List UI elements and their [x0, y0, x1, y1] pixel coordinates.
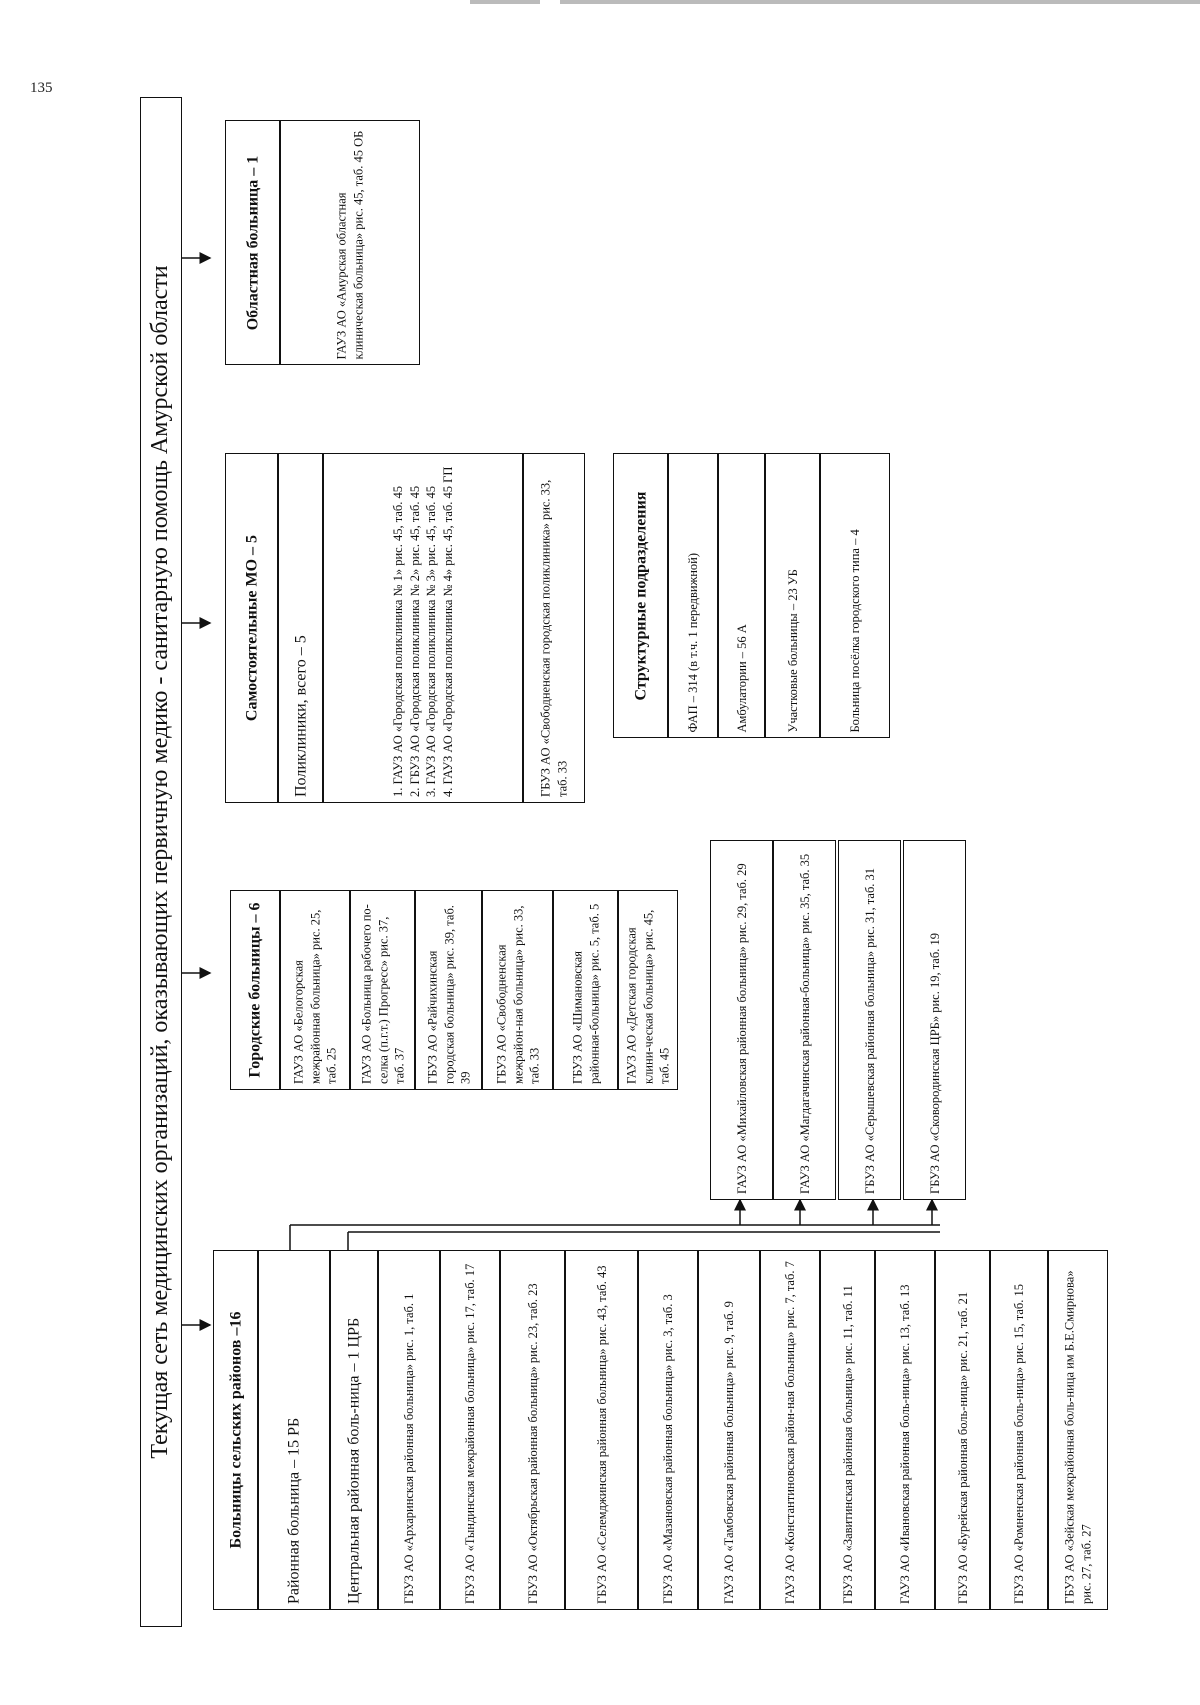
branch-box [710, 840, 773, 1200]
independent-item-text: 1. ГАУЗ АО «Городская поликлиника № 1» рис. 45, таб. 45 2. ГБУЗ АО «Городская поликлиника № 2» рис. 45, таб. 45 3. ГАУЗ АО «Городская поликлиника № 3» рис. 45, таб. 45 4. ГАУЗ АО «Городская поликлиника № 4» рис. 45, таб. 45 ГП [391, 466, 455, 797]
rural-item [378, 1250, 440, 1610]
structural-header-text: Структурные подразделения [631, 491, 649, 700]
rural-item-text: ГБУЗ АО «Зейская межрайонная боль-ница им Б.Е.Смирнова» рис. 27, таб. 27 [1062, 1270, 1093, 1604]
city-item [482, 890, 553, 1090]
rural-item [875, 1250, 935, 1610]
rural-item-text: ГБУЗ АО «Бурейская районная боль-ница» рис. 21, таб. 21 [955, 1291, 970, 1604]
rural-item-text: ГБУЗ АО «Архаринская районная больница» рис. 1, таб. 1 [401, 1293, 416, 1604]
rural-item [820, 1250, 875, 1610]
rural-item-text: ГБУЗ АО «Октябрьская районная больница» рис. 23, таб. 23 [525, 1283, 540, 1604]
rural-item [258, 1250, 330, 1610]
rural-item-text: ГБУЗ АО «Тындинская межрайонная больница» рис. 17, таб. 17 [462, 1263, 477, 1604]
branch-box-text: ГАУЗ АО «Магдагачинская районная-больница» рис. 35, таб. 35 [797, 853, 812, 1194]
rural-header [213, 1250, 258, 1610]
independent-item-text: Поликлиники, всего – 5 [291, 635, 309, 797]
rural-item-text: ГБУЗ АО «Ромненская районная боль-ница» рис. 15, таб. 15 [1011, 1283, 1026, 1604]
city-header-text: Городские больницы – 6 [246, 902, 264, 1078]
rural-item [330, 1250, 378, 1610]
structural-item [718, 453, 765, 738]
structural-item [820, 453, 890, 738]
city-header [230, 890, 280, 1090]
rural-item [500, 1250, 565, 1610]
city-item-text: ГБУЗ АО «Шимановская районная-больница» рис. 5, таб. 5 [570, 903, 601, 1084]
rural-item [1048, 1250, 1108, 1610]
branch-box [773, 840, 836, 1200]
rural-item [990, 1250, 1048, 1610]
city-item-text: ГАУЗ АО «Больница рабочего по-селка (п.г.т.) Прогресс» рис. 37, таб. 37 [358, 904, 406, 1084]
structural-item-text: ФАП – 314 (в т.ч. 1 передвижной) [685, 552, 700, 732]
regional-header-text: Областная больница – 1 [243, 155, 261, 330]
structural-item [765, 453, 820, 738]
independent-item-text: ГБУЗ АО «Свободненская городская поликлиника» рис. 33, таб. 33 [538, 479, 569, 797]
city-item [280, 890, 350, 1090]
city-item-text: ГАУЗ АО «Детская городская клини-ческая больница» рис. 45, таб. 45 [624, 909, 672, 1084]
independent-header-text: Самостоятельные МО – 5 [242, 534, 260, 722]
branch-box [838, 840, 901, 1200]
regional-header [225, 120, 280, 365]
city-item [618, 890, 678, 1090]
rural-item-text: Центральная районная боль-ница – 1 ЦРБ [345, 1317, 363, 1604]
branch-box-text: ГБУЗ АО «Серышевская районная больница» рис. 31, таб. 31 [862, 867, 877, 1194]
independent-item [523, 453, 585, 803]
rural-item [638, 1250, 698, 1610]
diagram-title-text: Текущая сеть медицинских организаций, оказывающих первичную медико - санитарную помощь Амурской области [147, 265, 174, 1459]
rural-item-text: ГБУЗ АО «Завитинская районная больница» рис. 11, таб. 11 [840, 1285, 855, 1604]
structural-item-text: Амбулатории – 56 А [734, 623, 749, 732]
rural-header-text: Больницы сельских районов –16 [226, 1311, 244, 1549]
rural-item [440, 1250, 500, 1610]
rural-item [935, 1250, 990, 1610]
structural-header [613, 453, 668, 738]
rural-item-text: Районная больница – 15 РБ [285, 1417, 303, 1604]
city-item-text: ГБУЗ АО «Свободненская межрайон-ная больница» рис. 33, таб. 33 [493, 905, 541, 1084]
independent-header [225, 453, 278, 803]
city-item [350, 890, 415, 1090]
city-item-text: ГБУЗ АО «Райчихинская городская больница» рис. 39, таб. 39 [424, 905, 472, 1084]
structural-item-text: Больница посёлка городского типа – 4 [847, 528, 862, 732]
rural-item-text: ГАУЗ АО «Ивановская районная боль-ница» рис. 13, таб. 13 [897, 1284, 912, 1604]
rural-item-text: ГАУЗ АО «Тамбовская районная больница» рис. 9, таб. 9 [721, 1301, 736, 1604]
rural-item-text: ГБУЗ АО «Селемджинская районная больница» рис. 43, таб. 43 [594, 1265, 609, 1604]
regional-item [280, 120, 420, 365]
independent-item [278, 453, 323, 803]
rural-item [698, 1250, 760, 1610]
regional-item-text: ГАУЗ АО «Амурская областная клиническая больница» рис. 45, таб. 45 ОБ [334, 130, 365, 359]
city-item [415, 890, 482, 1090]
city-item-text: ГАУЗ АО «Белогорская межрайонная больница» рис. 25, таб. 25 [291, 909, 339, 1084]
rural-item [760, 1250, 820, 1610]
branch-box [903, 840, 966, 1200]
rural-item-text: ГБУЗ АО «Мазановская районная больница» рис. 3, таб. 3 [660, 1294, 675, 1604]
city-item [553, 890, 618, 1090]
rural-item-text: ГАУЗ АО «Константиновская район-ная больница» рис. 7, таб. 7 [782, 1261, 797, 1604]
independent-item [323, 453, 523, 803]
structural-item-text: Участковые больницы – 23 УБ [785, 568, 800, 732]
structural-item [668, 453, 718, 738]
branch-box-text: ГАУЗ АО «Михайловская районная больница» рис. 29, таб. 29 [734, 863, 749, 1194]
branch-box-text: ГБУЗ АО «Сковородинская ЦРБ» рис. 19, таб. 19 [927, 933, 942, 1194]
rural-item [565, 1250, 638, 1610]
page-number: 135 [30, 80, 53, 96]
